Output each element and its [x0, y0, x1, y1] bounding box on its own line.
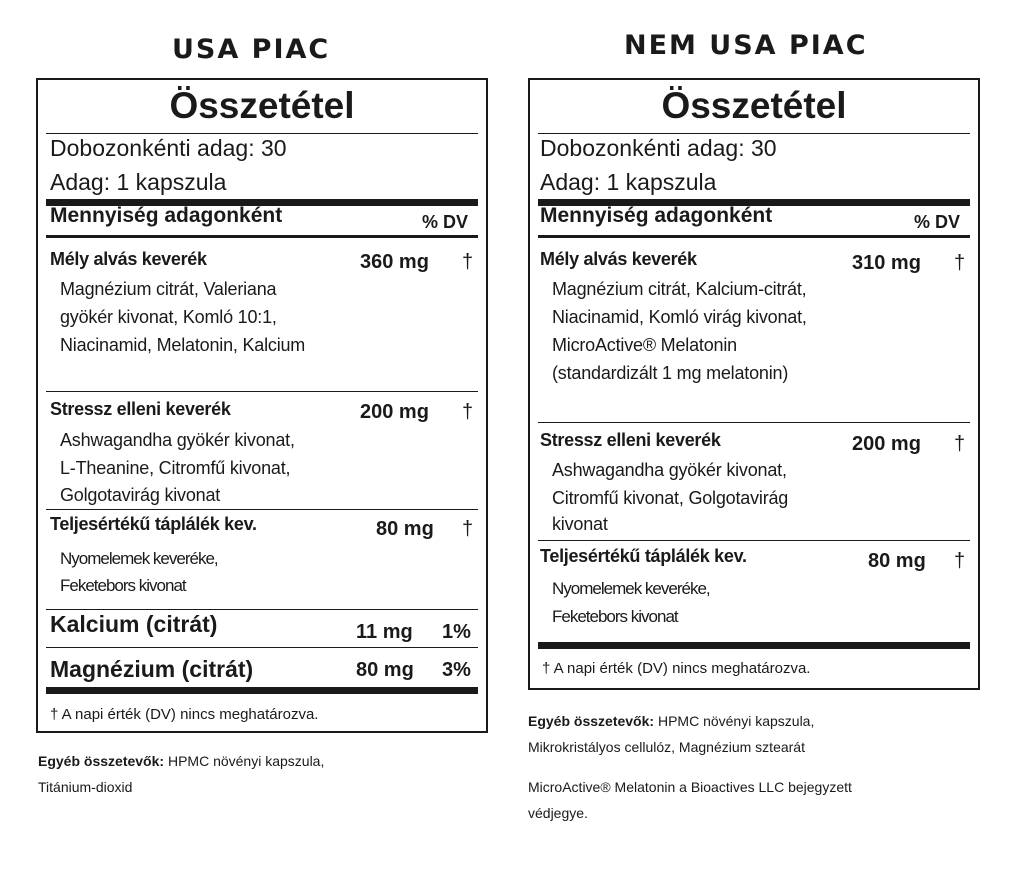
non-usa-dv-header: % DV [914, 212, 961, 232]
usa-servings-per-container: Dobozonkénti adag: 30 [50, 135, 287, 161]
non-usa-blend-ingredient: Niacinamid, Komló virág kivonat, [552, 307, 807, 327]
divider [46, 391, 478, 392]
usa-footnote: † A napi érték (DV) nincs meghatározva. [50, 706, 319, 723]
non-usa-blend-ingredient: MicroActive® Melatonin [552, 335, 737, 355]
usa-blend-name: Stressz elleni keverék [50, 399, 231, 419]
usa-blend-ingredient: Feketebors kivonat [60, 576, 186, 595]
non-usa-other-label: Egyéb összetevők: [528, 713, 655, 729]
non-usa-blend-name: Stressz elleni keverék [540, 430, 721, 450]
usa-serving-size: Adag: 1 kapszula [50, 169, 227, 195]
dagger-icon: † [954, 252, 966, 274]
usa-blend-name: Teljesértékű táplálék kev. [50, 514, 257, 534]
non-usa-footnote: † A napi érték (DV) nincs meghatározva. [542, 660, 811, 677]
non-usa-blend-ingredient: (standardizált 1 mg melatonin) [552, 363, 789, 383]
non-usa-other-ingredients [528, 710, 814, 732]
non-usa-blend-ingredient: kivonat [552, 514, 608, 534]
non-usa-panel-title: Összetétel [661, 85, 847, 126]
non-usa-blend-ingredient: Feketebors kivonat [552, 607, 678, 626]
non-usa-blend-amount: 310 mg [852, 252, 921, 274]
usa-blend-ingredient: gyökér kivonat, Komló 10:1, [60, 307, 277, 327]
non-usa-blend-ingredient: Ashwagandha gyökér kivonat, [552, 460, 787, 480]
non-usa-supplement-facts-panel [528, 78, 980, 690]
usa-supplement-facts-panel [36, 78, 488, 733]
non-usa-blend-ingredient: Magnézium citrát, Kalcium-citrát, [552, 279, 807, 299]
usa-blend-name: Mély alvás keverék [50, 249, 207, 269]
non-usa-blend-name: Mély alvás keverék [540, 249, 697, 269]
dagger-icon: † [462, 401, 474, 423]
usa-nutrient-amount: 80 mg [356, 659, 414, 681]
usa-blend-ingredient: Nyomelemek keveréke, [60, 549, 218, 568]
non-usa-market-title: NEM USA PIAC [624, 30, 868, 61]
non-usa-other-line1: HPMC növényi kapszula, [654, 713, 815, 729]
usa-blend-ingredient: L-Theanine, Citromfű kivonat, [60, 458, 291, 478]
usa-nutrient-dv: 3% [442, 659, 471, 681]
non-usa-other-line2: Mikrokristályos cellulóz, Magnézium sztearát [528, 739, 805, 755]
non-usa-amount-per-serving: Mennyiség adagonként [540, 204, 773, 227]
usa-blend-amount: 360 mg [360, 251, 429, 273]
thick-divider [46, 687, 478, 694]
dagger-icon: † [462, 518, 474, 540]
thick-divider [538, 642, 970, 649]
usa-blend-ingredient: Golgotavirág kivonat [60, 485, 221, 505]
non-usa-serving-size: Adag: 1 kapszula [540, 169, 717, 195]
non-usa-blend-ingredient: Nyomelemek keveréke, [552, 579, 710, 598]
divider [46, 509, 478, 510]
divider [538, 422, 970, 423]
usa-blend-ingredient: Niacinamid, Melatonin, Kalcium [60, 335, 306, 355]
usa-dv-header: % DV [422, 212, 469, 232]
non-usa-blend-amount: 80 mg [868, 550, 926, 572]
dagger-icon: † [462, 251, 474, 273]
usa-blend-amount: 200 mg [360, 401, 429, 423]
non-usa-trademark-line2: védjegye. [528, 805, 588, 821]
usa-blend-amount: 80 mg [376, 518, 434, 540]
usa-panel-title: Összetétel [169, 85, 355, 126]
usa-nutrient-name: Kalcium (citrát) [50, 611, 218, 637]
usa-other-label: Egyéb összetevők: [38, 753, 165, 769]
non-usa-servings-per-container: Dobozonkénti adag: 30 [540, 135, 777, 161]
divider [46, 647, 478, 648]
usa-blend-ingredient: Ashwagandha gyökér kivonat, [60, 430, 295, 450]
dagger-icon: † [954, 433, 966, 455]
non-usa-blend-name: Teljesértékű táplálék kev. [540, 546, 747, 566]
usa-blend-ingredient: Magnézium citrát, Valeriana [60, 279, 277, 299]
divider [46, 235, 478, 238]
usa-other-line2: Titánium-dioxid [38, 779, 133, 795]
usa-other-ingredients [38, 750, 324, 772]
usa-amount-per-serving: Mennyiség adagonként [50, 204, 283, 227]
usa-nutrient-dv: 1% [442, 621, 471, 643]
divider [46, 609, 478, 610]
non-usa-blend-amount: 200 mg [852, 433, 921, 455]
divider [538, 540, 970, 541]
usa-other-line1: HPMC növényi kapszula, [164, 753, 325, 769]
non-usa-trademark-line1: MicroActive® Melatonin a Bioactives LLC bejegyzett [528, 779, 852, 795]
dagger-icon: † [954, 550, 966, 572]
usa-nutrient-name: Magnézium (citrát) [50, 656, 254, 682]
divider [538, 235, 970, 238]
usa-nutrient-amount: 11 mg [356, 621, 413, 643]
non-usa-blend-ingredient: Citromfű kivonat, Golgotavirág [552, 488, 789, 508]
usa-market-title: USA PIAC [172, 34, 331, 65]
